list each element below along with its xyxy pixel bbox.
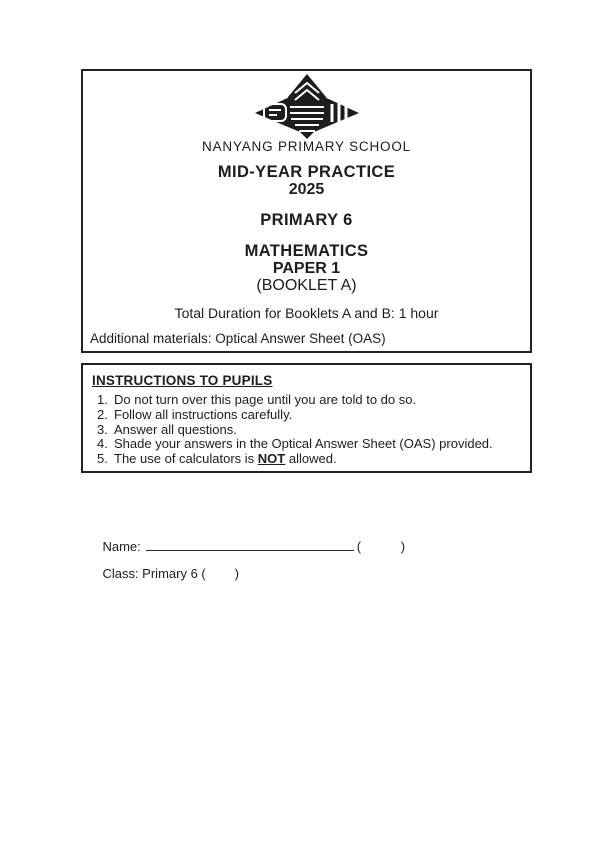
instruction-number: 4. xyxy=(97,436,108,452)
instruction-item xyxy=(97,408,524,423)
name-index-parens: ( ) xyxy=(356,539,406,554)
instruction-text-prefix: The use of calculators is xyxy=(114,451,258,467)
name-label: Name: xyxy=(102,539,141,554)
instruction-text: Do not turn over this page until you are told to do so. xyxy=(114,392,417,407)
duration-note: Total Duration for Booklets A and B: 1 hour xyxy=(174,305,439,321)
paper-number: PAPER 1 xyxy=(272,260,341,277)
instruction-item xyxy=(97,452,524,467)
instruction-item xyxy=(97,393,524,408)
school-logo-icon xyxy=(250,73,364,141)
name-blank-line xyxy=(146,537,354,551)
instruction-item xyxy=(97,423,524,438)
exam-year: 2025 xyxy=(288,181,325,198)
instruction-text-emphasis: NOT xyxy=(257,451,286,467)
class-label: Class: Primary 6 ( ) xyxy=(102,566,239,581)
subject-label: MATHEMATICS xyxy=(244,242,369,260)
instruction-number: 2. xyxy=(97,406,108,422)
instructions-box xyxy=(81,363,532,473)
instruction-text: Follow all instructions carefully. xyxy=(114,406,293,422)
instructions-list xyxy=(97,393,524,467)
instruction-number: 3. xyxy=(97,421,108,437)
instruction-text: Answer all questions. xyxy=(114,421,237,437)
level-label: PRIMARY 6 xyxy=(260,211,353,229)
header-box xyxy=(81,69,532,353)
additional-materials: Additional materials: Optical Answer Sheet (OAS) xyxy=(90,331,386,346)
instruction-text xyxy=(114,452,524,467)
booklet-label: (BOOKLET A) xyxy=(256,277,357,294)
school-name: NANYANG PRIMARY SCHOOL xyxy=(202,139,411,154)
instruction-text-suffix: allowed. xyxy=(285,451,337,467)
exam-title: MID-YEAR PRACTICE xyxy=(217,163,396,181)
instruction-text: Shade your answers in the Optical Answer Sheet (OAS) provided. xyxy=(114,436,493,452)
instructions-title: INSTRUCTIONS TO PUPILS xyxy=(92,373,273,388)
instruction-number: 5. xyxy=(97,451,108,467)
class-row xyxy=(88,551,239,596)
instruction-number: 1. xyxy=(97,392,108,407)
instruction-item xyxy=(97,437,524,452)
